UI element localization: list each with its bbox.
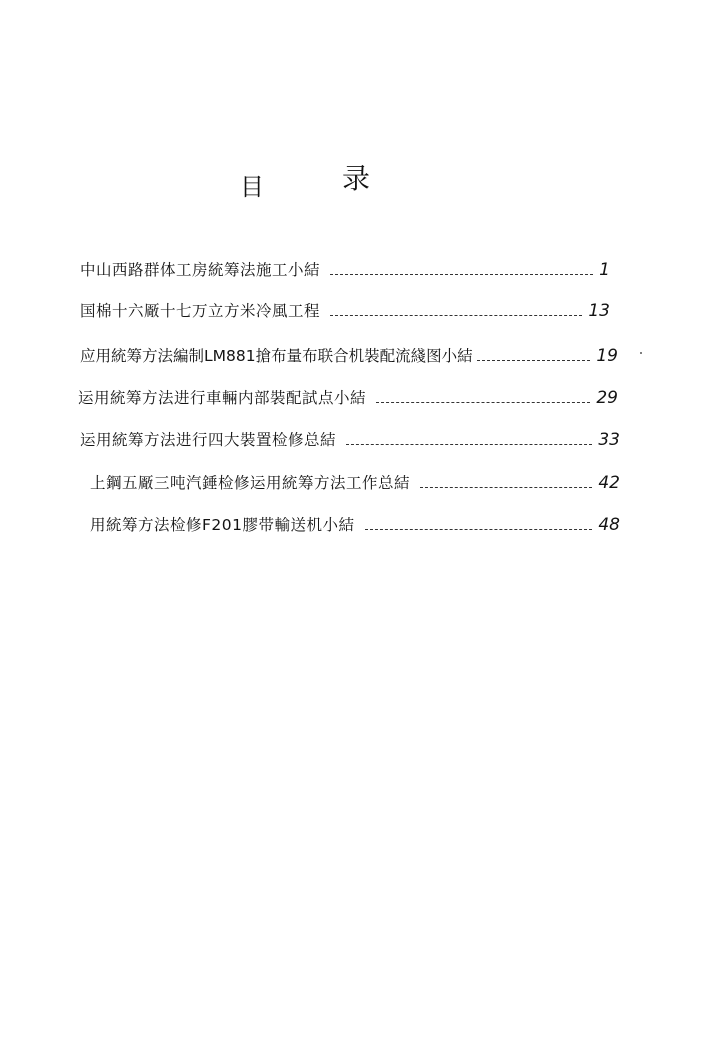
toc-leader-dots bbox=[477, 360, 591, 361]
toc-leader-dots bbox=[420, 487, 592, 488]
toc-entry-page: 48 bbox=[598, 515, 620, 535]
toc-entry[interactable] bbox=[90, 509, 620, 537]
toc-entry-page: 29 bbox=[596, 388, 618, 408]
toc-entry-page: 1 bbox=[599, 260, 610, 280]
title-char-mu: 目 bbox=[240, 173, 264, 201]
toc-entry-page: 19 bbox=[596, 346, 618, 366]
toc-entry-page: 33 bbox=[598, 430, 620, 450]
toc-entry[interactable] bbox=[90, 467, 620, 495]
toc-entry-title: 国棉十六厰十七万立方米冷風工程 bbox=[80, 302, 321, 320]
toc-entry-title: 运用統筹方法进行車輛内部裝配試点小結 bbox=[78, 389, 367, 407]
toc-entry-title: 中山西路群体工房統筹法施工小結 bbox=[80, 261, 321, 279]
toc-leader-dots bbox=[376, 402, 590, 403]
contents-title bbox=[0, 160, 714, 200]
title-char-lu: 录 bbox=[342, 162, 371, 195]
toc-leader-dots bbox=[365, 529, 593, 530]
ink-speck bbox=[640, 352, 642, 354]
toc-entry-page: 42 bbox=[598, 473, 620, 493]
toc-entry-title: 运用統筹方法进行四大裝置检修总結 bbox=[80, 431, 337, 449]
toc-leader-dots bbox=[330, 274, 593, 275]
toc-entry-title: 应用統筹方法編制LM881搶布量布联合机裝配流綫图小結 bbox=[80, 347, 473, 365]
toc-entry-title: 上鋼五厰三吨汽錘检修运用統筹方法工作总結 bbox=[90, 474, 411, 492]
toc-entry[interactable] bbox=[78, 382, 618, 410]
toc-entry[interactable] bbox=[80, 424, 620, 452]
toc-leader-dots bbox=[330, 315, 582, 316]
toc-entry[interactable] bbox=[80, 295, 610, 323]
toc-entry-title: 用統筹方法检修F201膠带輸送机小結 bbox=[90, 516, 355, 534]
toc-entry[interactable] bbox=[80, 340, 618, 368]
toc-entry-page: 13 bbox=[588, 301, 610, 321]
toc-entry[interactable] bbox=[80, 254, 610, 282]
toc-leader-dots bbox=[346, 444, 592, 445]
